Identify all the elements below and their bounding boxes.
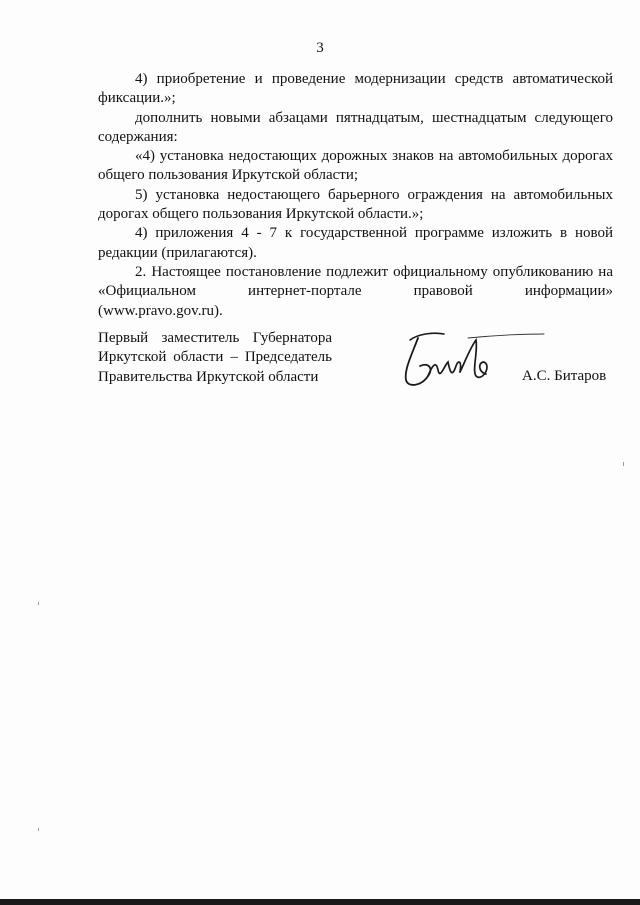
scan-mark: [38, 602, 39, 605]
document-body: [98, 70, 613, 321]
signer-position: [98, 329, 332, 387]
publication-url: (www.pravo.gov.ru).: [98, 302, 223, 319]
scan-mark: [623, 462, 624, 466]
paragraph-add-new-clauses: дополнить новыми абзацами пятнадцатым, шестнадцатым следующего содержания:: [98, 109, 613, 145]
signer-position-line: Правительства Иркутской области: [98, 368, 319, 385]
scan-edge-bar: [0, 899, 640, 905]
paragraph-item-4-automation: 4) приобретение и проведение модернизации средств автоматической фиксации.»;: [98, 71, 613, 107]
page-number: 3: [316, 40, 324, 56]
paragraph-barrier-fencing: 5) установка недостающего барьерного ограждения на автомобильных дорогах общего пользования Иркутской области.»;: [98, 186, 613, 223]
paragraph-appendices: 4) приложения 4 - 7 к государственной программе изложить в новой редакции (прилагаются).: [98, 225, 613, 261]
scan-mark: [38, 828, 39, 831]
signer-position-line: Первый заместитель Губернатора: [98, 330, 332, 346]
handwritten-signature: [398, 326, 548, 396]
paragraph-publication: [98, 263, 613, 321]
signer-name: А.С. Битаров: [522, 368, 607, 384]
paragraph-publication-text: 2. Настоящее постановление подлежит официальному опубликованию на «Официальном интернет-портале правовой информации»: [98, 263, 613, 300]
signer-position-line: Иркутской области – Председатель: [98, 349, 332, 366]
paragraph-road-signs: «4) установка недостающих дорожных знаков на автомобильных дорогах общего пользования Иркутской области;: [98, 148, 613, 184]
